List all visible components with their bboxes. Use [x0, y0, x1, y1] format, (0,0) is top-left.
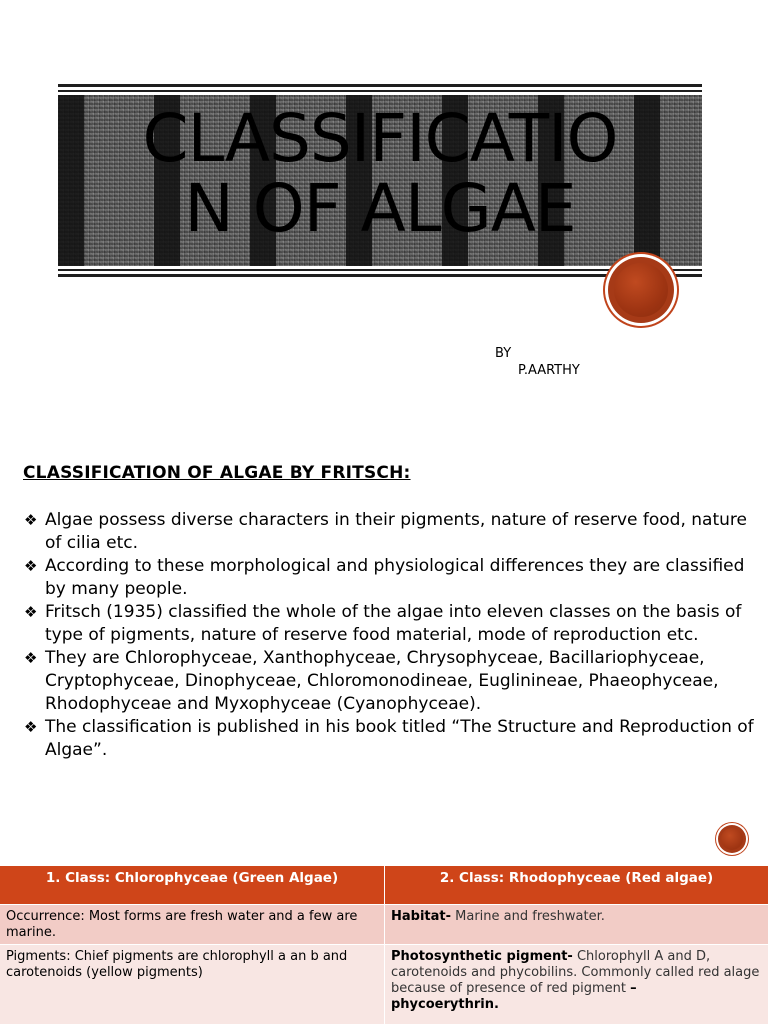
- bullet-text: Algae possess diverse characters in their pigments, nature of reserve food, nature of cilia etc.: [45, 510, 747, 553]
- comparison-table: [0, 866, 768, 1024]
- title-bottom-rule-thin: [58, 269, 702, 271]
- title-bottom-rule: [58, 274, 702, 277]
- table-cell-photosynthetic-pigment: [385, 945, 768, 1024]
- table-header-rhodophyceae: 2. Class: Rhodophyceae (Red algae): [385, 866, 768, 904]
- photosynthetic-pigment-label: Photosynthetic pigment-: [391, 949, 573, 964]
- table-header-chlorophyceae: 1. Class: Chlorophyceae (Green Algae): [0, 866, 384, 904]
- decorative-circle-small: [718, 825, 746, 853]
- bullet-text: They are Chlorophyceae, Xanthophyceae, Chrysophyceae, Bacillariophyceae, Cryptophyceae, Dinophyceae, Chloromonodineae, Euglinineae, Phaeophyceae, Rhodophyceae and Myxophyceae (Cyanophyceae).: [45, 648, 719, 714]
- pigments-text: Pigments: Chief pigments are chlorophyll a an b and carotenoids (yellow pigments): [6, 949, 348, 980]
- bullet-text: According to these morphological and physiological differences they are classified by many people.: [45, 556, 745, 599]
- diamond-bullet-icon: ❖: [24, 603, 38, 621]
- photosynthetic-pigment-text: Chlorophyll A and D, carotenoids and phycobilins. Commonly called red alage because of presence of red pigment: [391, 949, 760, 996]
- author-name: P.AARTHY: [518, 363, 580, 378]
- slide-title: [58, 100, 702, 247]
- bullet-item: [22, 716, 762, 762]
- slide-title-line1: CLASSIFICATIO: [142, 100, 618, 177]
- diamond-bullet-icon: ❖: [24, 511, 38, 529]
- decorative-circle: [608, 257, 674, 323]
- diamond-bullet-icon: ❖: [24, 718, 38, 736]
- habitat-text: Marine and freshwater.: [451, 909, 605, 924]
- title-top-rule-thin: [58, 90, 702, 92]
- by-label: BY: [495, 346, 512, 361]
- bullet-list: [22, 509, 762, 762]
- bullet-item: [22, 647, 762, 716]
- diamond-bullet-icon: ❖: [24, 649, 38, 667]
- bullet-text: Fritsch (1935) classified the whole of the algae into eleven classes on the basis of type of pigments, nature of reserve food material, mode of reproduction etc.: [45, 602, 742, 645]
- occurrence-text: Occurrence: Most forms are fresh water and a few are marine.: [6, 909, 358, 940]
- bullet-text: The classification is published in his book titled “The Structure and Reproduction of Algae”.: [45, 717, 754, 760]
- bullet-item: [22, 509, 762, 555]
- table-cell-pigments: [0, 945, 384, 1024]
- section-heading: CLASSIFICATION OF ALGAE BY FRITSCH:: [23, 463, 411, 483]
- pigment-dash: –: [630, 981, 637, 996]
- table-cell-occurrence: [0, 905, 384, 944]
- habitat-label: Habitat-: [391, 909, 452, 924]
- bullet-item: [22, 601, 762, 647]
- slide-title-line2: N OF ALGAE: [184, 170, 576, 247]
- bullet-item: [22, 555, 762, 601]
- title-top-rule: [58, 84, 702, 87]
- phycoerythrin-text: phycoerythrin.: [391, 997, 499, 1012]
- table-cell-habitat: [385, 905, 768, 944]
- diamond-bullet-icon: ❖: [24, 557, 38, 575]
